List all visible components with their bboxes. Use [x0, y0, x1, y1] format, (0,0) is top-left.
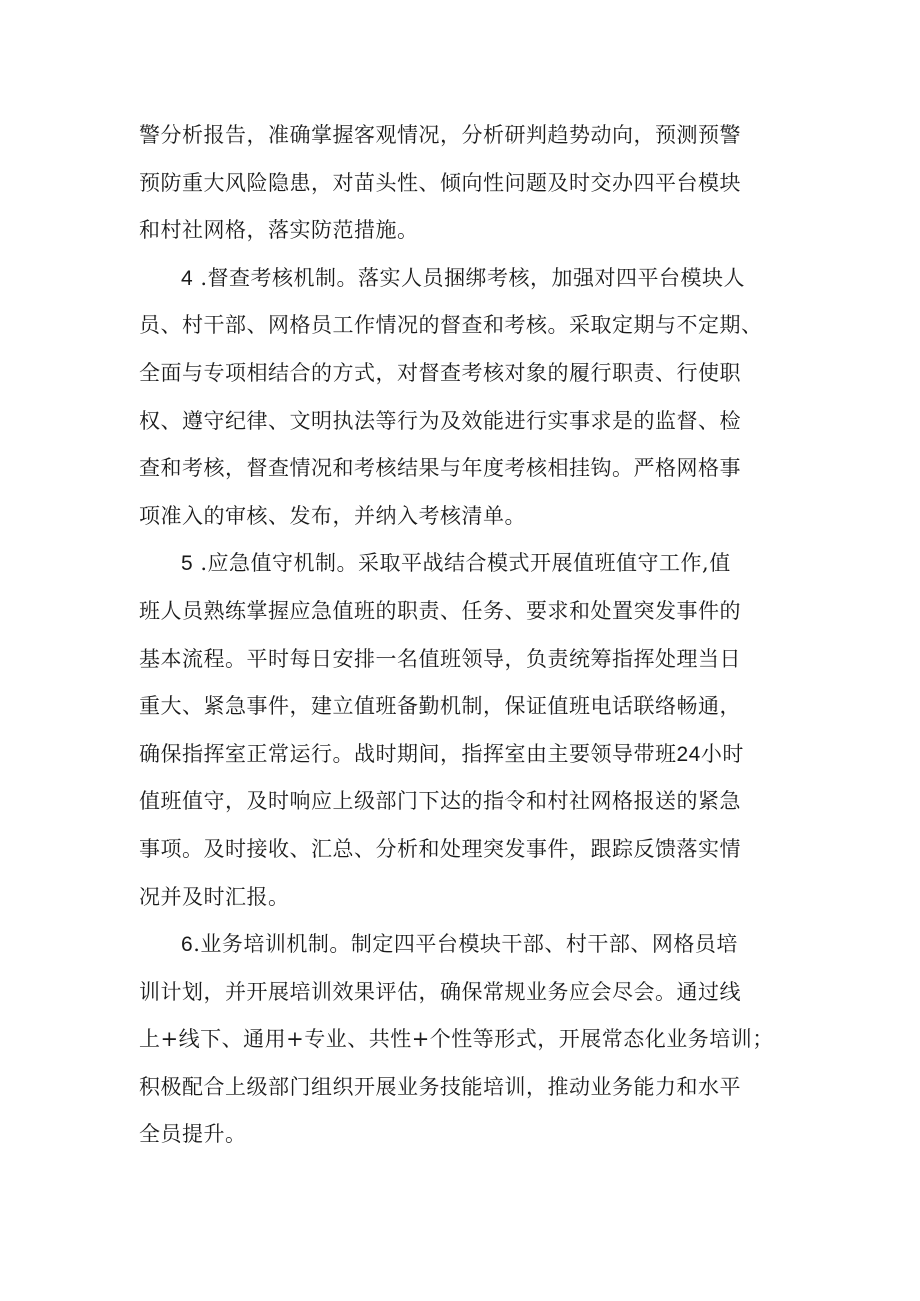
hours-number: 24	[676, 742, 701, 766]
paragraph-supervision-assessment	[139, 255, 799, 541]
item-number: 6	[181, 933, 194, 957]
text-line: 项准入的审核、发布，并纳入考核清单。	[139, 503, 526, 528]
text-line: 班人员熟练掌握应急值班的职责、任务、要求和处置突发事件的	[139, 598, 741, 623]
text-line: 员、村干部、网格员工作情况的督查和考核。采取定期与不定期、	[139, 313, 763, 338]
text-line: 训计划，并开展培训效果评估，确保常规业务应会尽会。通过线	[139, 979, 741, 1004]
text-line: 和村社网格，落实防范措施。	[139, 218, 419, 243]
text-line: 值班值守，及时响应上级部门下达的指令和村社网格报送的紧急	[139, 789, 741, 814]
paragraph-emergency-duty	[139, 540, 799, 921]
text-line: 全面与专项相结合的方式，对督查考核对象的履行职责、行使职	[139, 360, 741, 385]
text-line: 重大、紧急事件，建立值班备勤机制，保证值班电话联络畅通，	[139, 694, 741, 719]
text-line	[139, 255, 799, 303]
text-segment: .应急值守机制。采取平战结合模式开展值班值守工作,值	[193, 551, 731, 576]
text-line: 查和考核，督查情况和考核结果与年度考核相挂钩。严格网格事	[139, 456, 741, 481]
text-line: 警分析报告，准确掌握客观情况，分析研判趋势动向，预测预警	[139, 123, 741, 147]
text-line	[139, 540, 799, 588]
paragraph-risk-analysis	[139, 112, 799, 255]
text-segment: .业务培训机制。制定四平台模块干部、村干部、网格员培	[193, 932, 738, 957]
text-line	[139, 731, 799, 779]
text-segment: 确保指挥室正常运行。战时期间，指挥室由主要领导带班	[139, 741, 677, 766]
item-number: 5	[181, 552, 194, 576]
text-line	[139, 921, 799, 969]
text-line: 积极配合上级部门组织开展业务技能培训，推动业务能力和水平	[139, 1074, 741, 1099]
text-segment: 小时	[700, 741, 744, 766]
text-line: 权、遵守纪律、文明执法等行为及效能进行实事求是的监督、检	[139, 408, 741, 433]
document-body	[139, 112, 799, 1159]
paragraph-business-training	[139, 921, 799, 1159]
text-line: 全员提升。	[139, 1122, 247, 1147]
text-line: 事项。及时接收、汇总、分析和处理突发事件，跟踪反馈落实情	[139, 836, 741, 861]
text-line: 预防重大风险隐患，对苗头性、倾向性问题及时交办四平台模块	[139, 170, 741, 195]
text-line: 况并及时汇报。	[139, 884, 290, 909]
text-line: 基本流程。平时每日安排一名值班领导，负责统筹指挥处理当日	[139, 646, 741, 671]
text-line: 上+线下、通用+专业、共性+个性等形式，开展常态化业务培训；	[139, 1027, 774, 1052]
item-number: 4	[181, 266, 194, 290]
text-segment: .督查考核机制。落实人员捆绑考核，加强对四平台模块人	[193, 265, 746, 290]
